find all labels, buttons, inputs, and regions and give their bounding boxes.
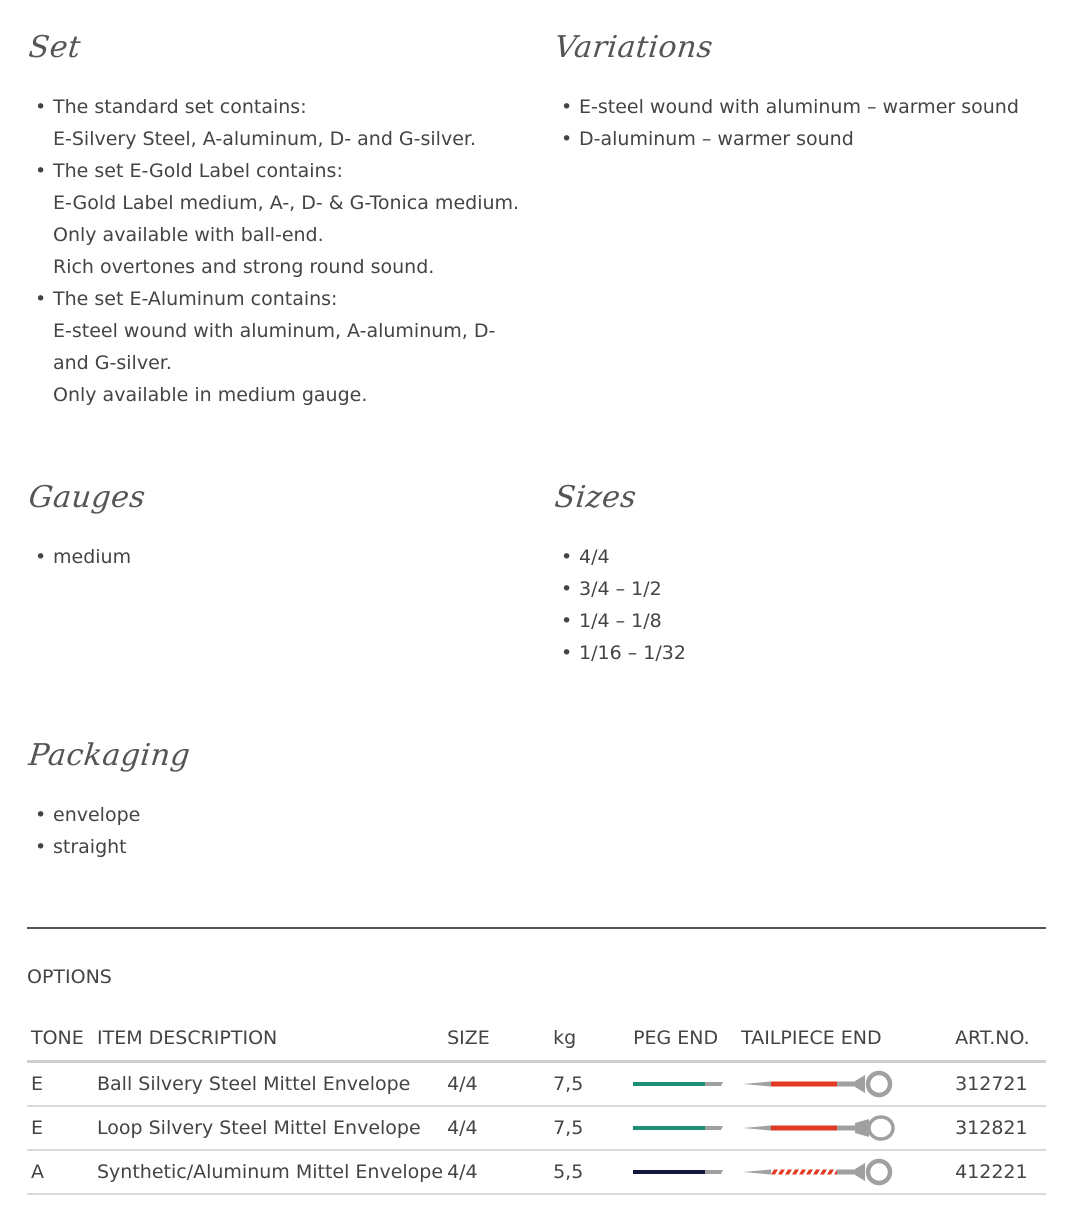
divider	[27, 927, 1046, 929]
list-item-line: E-Gold Label medium, A-, D- & G-Tonica medium.	[53, 192, 520, 214]
set-section	[27, 30, 527, 411]
options-header-row	[27, 1016, 1046, 1062]
variations-section	[553, 30, 1053, 155]
options-table	[27, 1016, 1046, 1195]
options-body	[27, 1062, 1046, 1195]
peg-end-icon	[633, 1165, 727, 1179]
cell-peg-end	[629, 1062, 737, 1107]
cell-tailpiece-end	[737, 1062, 951, 1107]
list-item: • straight	[27, 831, 527, 863]
peg-end-icon	[633, 1077, 727, 1091]
cell-kg: 5,5	[549, 1150, 629, 1194]
cell-tone: E	[27, 1062, 93, 1107]
sizes-section	[553, 480, 1053, 669]
set-list	[27, 91, 527, 411]
header-size: SIZE	[443, 1016, 549, 1062]
list-item: • 3/4 – 1/2	[553, 573, 1053, 605]
peg-end-icon	[633, 1121, 727, 1135]
cell-art-no: 412221	[951, 1150, 1046, 1194]
list-item: • E-steel wound with aluminum – warmer sound	[553, 91, 1053, 123]
variations-heading: Variations	[553, 30, 715, 65]
header-kg: kg	[549, 1016, 629, 1062]
list-item: • 1/16 – 1/32	[553, 637, 1053, 669]
packaging-section	[27, 738, 527, 863]
cell-description: Ball Silvery Steel Mittel Envelope	[93, 1062, 443, 1107]
ball-end-icon	[741, 1155, 901, 1189]
cell-tone: E	[27, 1106, 93, 1150]
cell-description: Synthetic/Aluminum Mittel Envelope	[93, 1150, 443, 1194]
list-item: • 1/4 – 1/8	[553, 605, 1053, 637]
list-item	[27, 283, 527, 411]
header-art-no: ART.NO.	[951, 1016, 1046, 1062]
list-item: • envelope	[27, 799, 527, 831]
variations-list	[553, 91, 1053, 155]
options-title: OPTIONS	[27, 966, 112, 988]
cell-size: 4/4	[443, 1150, 549, 1194]
list-item-line: Only available in medium gauge.	[53, 384, 368, 406]
cell-kg: 7,5	[549, 1106, 629, 1150]
list-item: • D-aluminum – warmer sound	[553, 123, 1053, 155]
cell-peg-end	[629, 1150, 737, 1194]
table-row	[27, 1150, 1046, 1194]
cell-kg: 7,5	[549, 1062, 629, 1107]
list-item-line: • The set E-Aluminum contains:	[53, 288, 338, 310]
loop-end-icon	[741, 1111, 901, 1145]
cell-tailpiece-end	[737, 1106, 951, 1150]
cell-tailpiece-end	[737, 1150, 951, 1194]
set-heading: Set	[27, 30, 83, 65]
table-row	[27, 1062, 1046, 1107]
header-peg-end: PEG END	[629, 1016, 737, 1062]
cell-art-no: 312721	[951, 1062, 1046, 1107]
list-item-line: Rich overtones and strong round sound.	[53, 256, 435, 278]
packaging-heading: Packaging	[27, 738, 193, 773]
header-tone: TONE	[27, 1016, 93, 1062]
packaging-list	[27, 799, 527, 863]
gauges-section	[27, 480, 527, 573]
header-description: ITEM DESCRIPTION	[93, 1016, 443, 1062]
list-item: • 4/4	[553, 541, 1053, 573]
list-item-line: E-Silvery Steel, A-aluminum, D- and G-silver.	[53, 128, 477, 150]
table-row	[27, 1106, 1046, 1150]
cell-peg-end	[629, 1106, 737, 1150]
list-item	[27, 91, 527, 155]
header-tailpiece-end: TAILPIECE END	[737, 1016, 951, 1062]
cell-description: Loop Silvery Steel Mittel Envelope	[93, 1106, 443, 1150]
list-item-line: • The standard set contains:	[53, 96, 307, 118]
list-item-line: Only available with ball-end.	[53, 224, 324, 246]
cell-size: 4/4	[443, 1062, 549, 1107]
list-item-line: E-steel wound with aluminum, A-aluminum, D-	[53, 320, 496, 342]
list-item-line: and G-silver.	[53, 352, 172, 374]
list-item	[27, 155, 527, 283]
gauges-list	[27, 541, 527, 573]
sizes-heading: Sizes	[553, 480, 639, 515]
sizes-list	[553, 541, 1053, 669]
cell-tone: A	[27, 1150, 93, 1194]
list-item-line: • The set E-Gold Label contains:	[53, 160, 343, 182]
ball-end-icon	[741, 1067, 901, 1101]
gauges-heading: Gauges	[27, 480, 148, 515]
cell-art-no: 312821	[951, 1106, 1046, 1150]
list-item: • medium	[27, 541, 527, 573]
cell-size: 4/4	[443, 1106, 549, 1150]
